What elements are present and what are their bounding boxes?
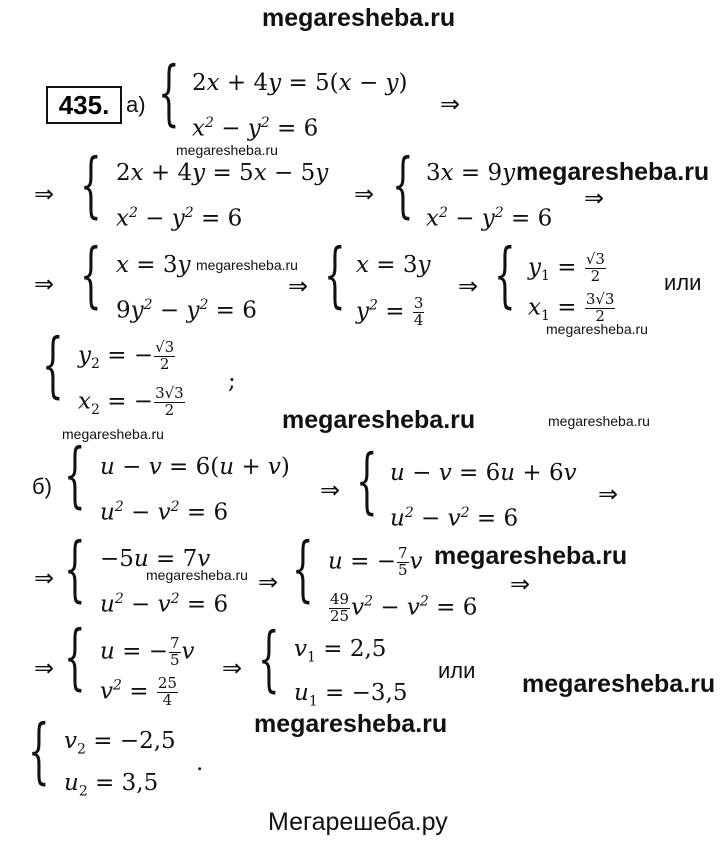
watermark-big: megaresheba.ru xyxy=(434,542,628,570)
b-sys1-eq2: $u^2 - v^2 = 6$ xyxy=(100,499,229,526)
watermark-big: megaresheba.ru xyxy=(254,710,448,738)
part-b-label: б) xyxy=(32,474,52,499)
b-sys6-eq2: $u_1 = -3,5$ xyxy=(294,680,408,710)
b-sys7-eq1: $v_2 = -2,5$ xyxy=(64,728,176,758)
b-sys5-eq1: u = − $\frac{7}{5}$ v xyxy=(100,634,195,669)
implies-arrow: ⇒ xyxy=(354,180,375,208)
brace: { xyxy=(258,617,280,702)
a-sys3-eq1: 3x = 9y xyxy=(426,160,516,186)
or-word: или xyxy=(438,658,476,683)
watermark-small: megaresheba.ru xyxy=(196,257,298,273)
or-word: или xyxy=(664,270,702,295)
a-sys1-eq2: $x^2 - y^2 = 6$ xyxy=(192,115,319,142)
a-sys7-eq1: $y_2$ = − $\frac{√3}{2}$ xyxy=(78,338,175,373)
brace: { xyxy=(324,233,346,318)
b-sys2-eq2: $u^2 - v^2 = 6$ xyxy=(390,505,519,532)
b-sys3-eq1: −5u = 7v xyxy=(100,546,211,572)
watermark-small: megaresheba.ru xyxy=(62,426,164,442)
a-sys5-eq1: x = 3y xyxy=(356,252,431,278)
footer-watermark: Мегарешеба.ру xyxy=(268,808,448,836)
header-watermark: megaresheba.ru xyxy=(262,4,456,32)
a-sys7-eq2: $x_2$ = − $\frac{3√3}{2}$ xyxy=(78,384,184,419)
brace: { xyxy=(494,233,516,318)
implies-arrow: ⇒ xyxy=(440,90,461,118)
part-a-label: а) xyxy=(126,92,146,117)
implies-arrow: ⇒ xyxy=(458,272,479,300)
brace: { xyxy=(392,143,414,228)
implies-arrow: ⇒ xyxy=(584,184,605,212)
brace: { xyxy=(42,323,64,408)
brace: { xyxy=(292,527,314,612)
implies-arrow: ⇒ xyxy=(34,180,55,208)
a-sys2-eq2: $x^2 - y^2 = 6$ xyxy=(116,205,243,232)
implies-arrow: ⇒ xyxy=(288,272,309,300)
watermark-big: megaresheba.ru xyxy=(282,406,476,434)
brace: { xyxy=(64,615,86,700)
a-sys4-eq2: $9y^2 - y^2 = 6$ xyxy=(116,297,257,324)
end-period: . xyxy=(196,750,204,776)
implies-arrow: ⇒ xyxy=(34,270,55,298)
implies-arrow: ⇒ xyxy=(320,476,341,504)
brace: { xyxy=(80,233,102,318)
b-sys3-eq2: $u^2 - v^2 = 6$ xyxy=(100,591,229,618)
brace: { xyxy=(158,51,180,136)
brace: { xyxy=(80,143,102,228)
b-sys7-eq2: $u_2 = 3,5$ xyxy=(64,770,159,800)
problem-number: 435. xyxy=(46,86,122,124)
implies-arrow: ⇒ xyxy=(510,570,531,598)
watermark-small: megaresheba.ru xyxy=(146,567,248,583)
end-semicolon: ; xyxy=(228,368,236,394)
b-sys5-eq2: $v^2$ = $\frac{25}{4}$ xyxy=(100,674,177,709)
a-sys6-eq2: $x_1$ = $\frac{3√3}{2}$ xyxy=(528,290,615,325)
a-sys1-eq1: 2x + 4y = 5(x − y) xyxy=(192,70,408,96)
watermark-small: megaresheba.ru xyxy=(176,142,278,158)
b-sys6-eq1: $v_1 = 2,5$ xyxy=(294,636,387,666)
b-sys2-eq1: u − v = 6u + 6v xyxy=(390,460,577,486)
a-sys3-eq2: $x^2 - y^2 = 6$ xyxy=(426,205,553,232)
a-sys5-eq2: $y^2$ = $\frac{3}{4}$ xyxy=(356,294,424,329)
a-sys2-eq1: 2x + 4y = 5x − 5y xyxy=(116,160,329,186)
implies-arrow: ⇒ xyxy=(34,654,55,682)
brace: { xyxy=(356,439,378,524)
b-sys4-eq2: $\frac{49}{25}$ $v^2 - v^2 = 6$ xyxy=(330,590,478,625)
a-sys6-eq1: $y_1$ = $\frac{√3}{2}$ xyxy=(528,250,605,285)
b-sys1-eq1: u − v = 6(u + v) xyxy=(100,454,290,480)
implies-arrow: ⇒ xyxy=(34,564,55,592)
implies-arrow: ⇒ xyxy=(222,654,243,682)
watermark-big: megaresheba.ru xyxy=(516,158,710,186)
watermark-big: megaresheba.ru xyxy=(522,670,716,698)
implies-arrow: ⇒ xyxy=(598,480,619,508)
brace: { xyxy=(28,709,50,794)
b-sys4-eq1: u = − $\frac{7}{5}$ v xyxy=(328,544,423,579)
watermark-small: megaresheba.ru xyxy=(548,413,650,429)
implies-arrow: ⇒ xyxy=(258,568,279,596)
brace: { xyxy=(64,527,86,612)
a-sys4-eq1: x = 3y xyxy=(116,252,191,278)
brace: { xyxy=(64,433,86,518)
watermark-small: megaresheba.ru xyxy=(546,321,648,337)
